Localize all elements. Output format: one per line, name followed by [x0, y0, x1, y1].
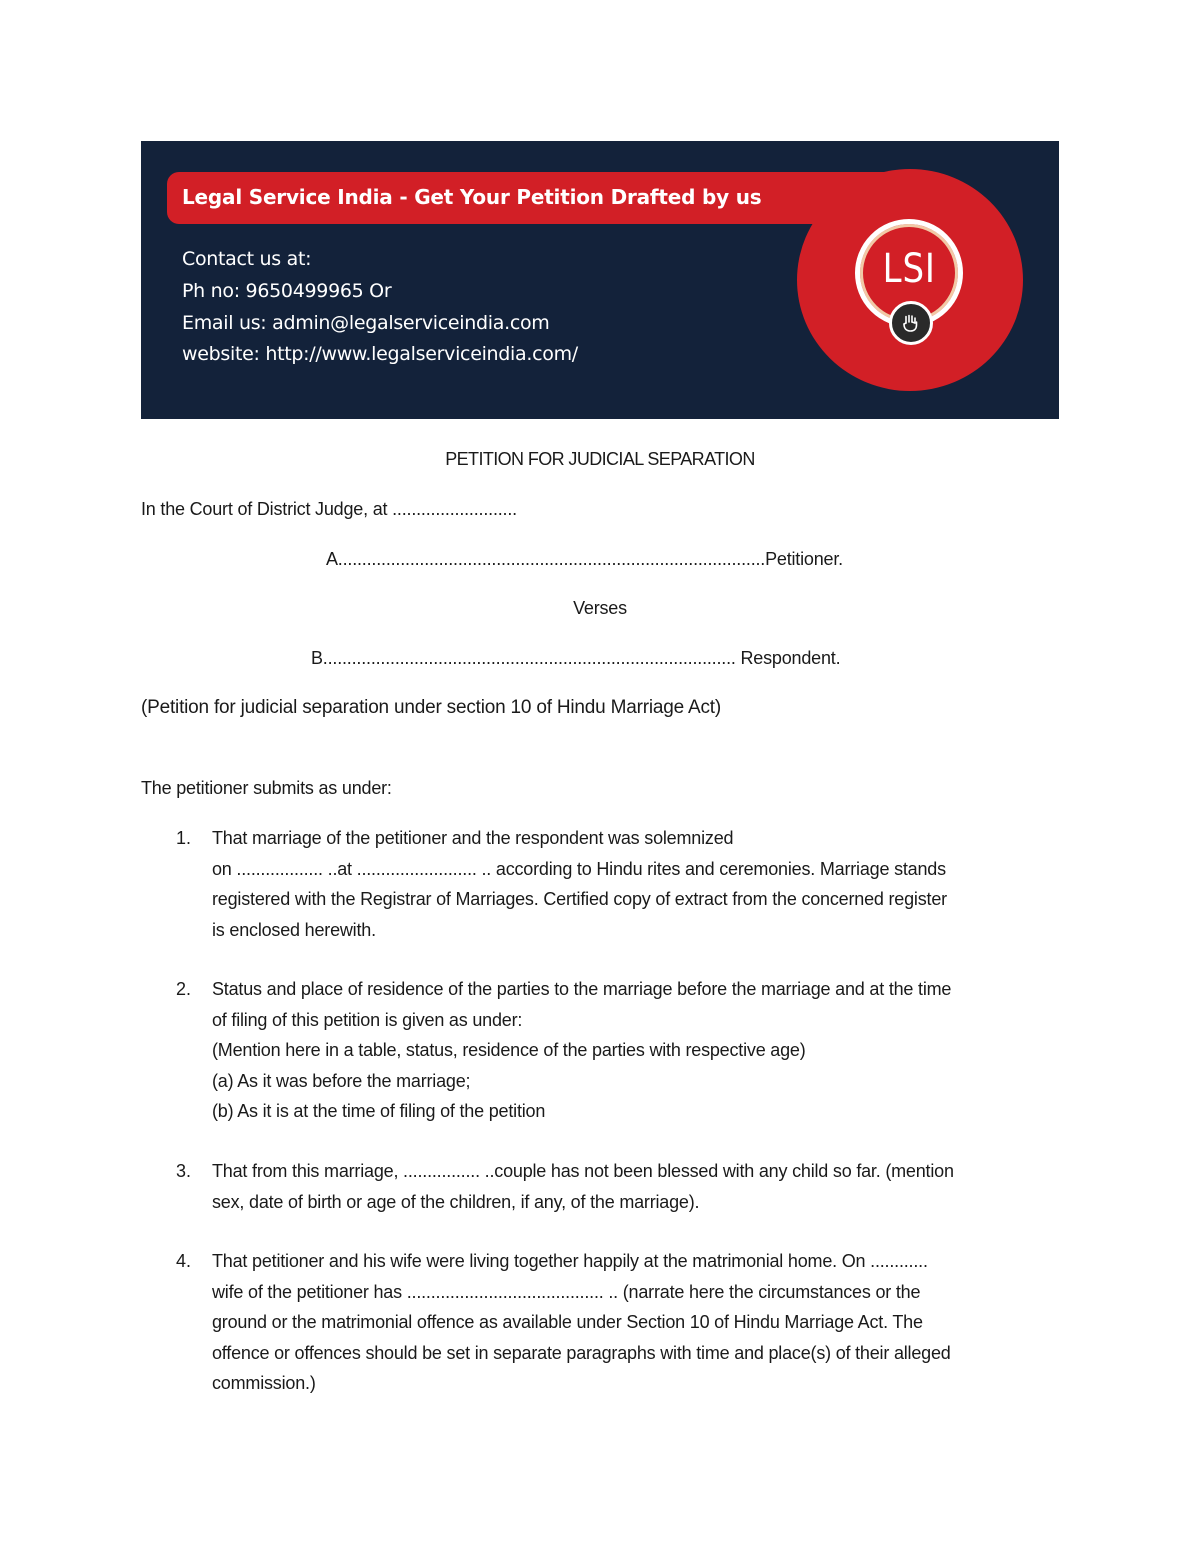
respondent-line: B...................................................................................... Respondent. [311, 648, 841, 668]
contact-heading: Contact us at: [182, 248, 312, 270]
banner-title: Legal Service India - Get Your Petition Drafted by us [182, 185, 762, 209]
item-line: wife of the petitioner has ......................................... .. (narrate here the circumstances or the [212, 1281, 921, 1302]
item-line: (b) As it is at the time of filing of the petition [212, 1101, 546, 1121]
item-number: 4. [176, 1251, 192, 1271]
item-number: 3. [176, 1161, 192, 1181]
item-line: is enclosed herewith. [212, 919, 376, 940]
item-line: commission.) [212, 1373, 316, 1393]
item-line: That marriage of the petitioner and the respondent was solemnized [212, 828, 734, 848]
item-line: Status and place of residence of the parties to the marriage before the marriage and at the time [212, 979, 952, 999]
contact-email: Email us: admin@legalserviceindia.com [182, 312, 550, 334]
contact-website: website: http://www.legalserviceindia.com/ [182, 343, 578, 365]
list-item [212, 974, 1062, 1127]
list-item [212, 1246, 1062, 1399]
header-banner [141, 141, 1059, 419]
item-line: registered with the Registrar of Marriages. Certified copy of extract from the concerned register [212, 889, 947, 909]
item-line: on .................. ..at ......................... .. according to Hindu rites and ceremonies. Marriage stands [212, 858, 946, 879]
list-item [212, 1156, 1062, 1217]
item-number: 1. [176, 828, 192, 848]
verses-line: Verses [573, 598, 627, 618]
logo-text: LSI [882, 246, 936, 292]
item-line: ground or the matrimonial offence as available under Section 10 of Hindu Marriage Act. The [212, 1312, 923, 1332]
list-item [212, 823, 1062, 945]
hand-gesture-icon [889, 301, 933, 345]
petitioner-line: A.........................................................................................Petitioner. [326, 549, 843, 569]
item-line: (Mention here in a table, status, residence of the parties with respective age) [212, 1040, 806, 1060]
item-line: That from this marriage, ................ ..couple has not been blessed with any child so far. (mention [212, 1161, 954, 1181]
item-number: 2. [176, 979, 192, 999]
item-line: (a) As it was before the marriage; [212, 1070, 471, 1091]
item-line: That petitioner and his wife were living together happily at the matrimonial home. On ............ [212, 1251, 928, 1271]
contact-phone: Ph no: 9650499965 Or [182, 280, 392, 302]
submits-line: The petitioner submits as under: [141, 778, 392, 798]
item-line: sex, date of birth or age of the children, if any, of the marriage). [212, 1191, 700, 1212]
item-line: of filing of this petition is given as under: [212, 1009, 523, 1030]
court-line: In the Court of District Judge, at .......................... [141, 499, 517, 519]
act-line: (Petition for judicial separation under section 10 of Hindu Marriage Act) [141, 697, 721, 718]
document-title: PETITION FOR JUDICIAL SEPARATION [445, 449, 755, 469]
item-line: offence or offences should be set in separate paragraphs with time and place(s) of their alleged [212, 1342, 951, 1363]
